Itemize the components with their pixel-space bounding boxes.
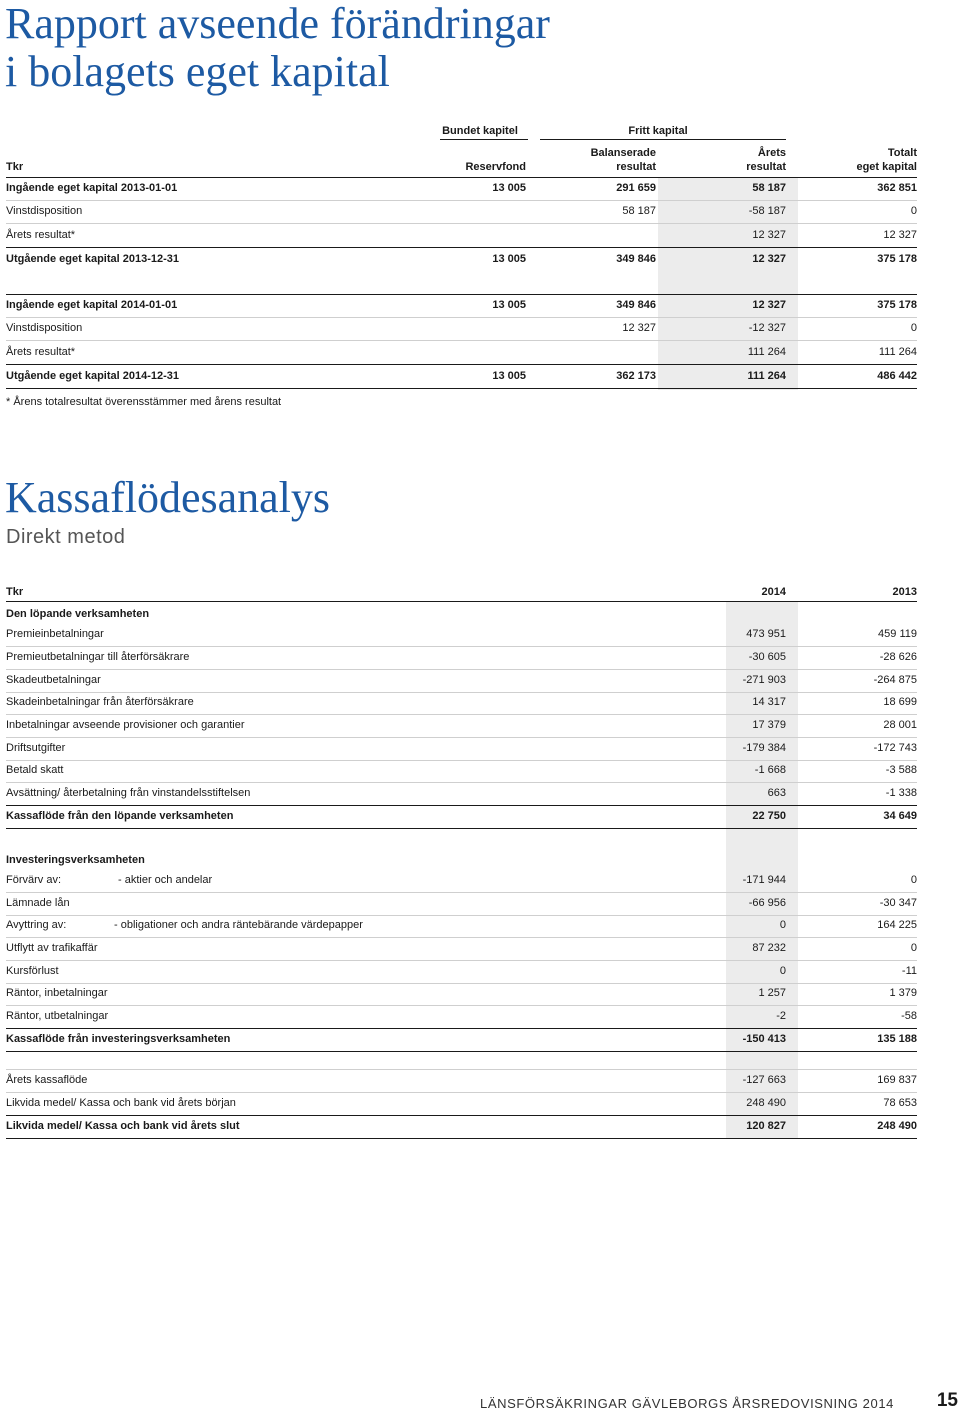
cell-2014: -171 944 xyxy=(742,874,786,886)
cell-2013: 135 188 xyxy=(877,1033,917,1045)
cashflow-header-2013: 2013 xyxy=(892,586,917,598)
row-label: Likvida medel/ Kassa och bank vid årets slut xyxy=(6,1120,240,1132)
cell-balanserade: 362 173 xyxy=(616,370,656,382)
cell-arets: 12 327 xyxy=(752,229,786,241)
table-row xyxy=(6,738,917,761)
table-row xyxy=(6,318,917,341)
table-row xyxy=(6,295,917,318)
cashflow-header-2014: 2014 xyxy=(761,586,786,598)
table-row xyxy=(6,915,917,938)
table-row xyxy=(6,249,917,271)
cell-totalt: 375 178 xyxy=(877,253,917,265)
cell-2013: 28 001 xyxy=(883,719,917,731)
cell-2014: -150 413 xyxy=(742,1033,786,1045)
table-row xyxy=(6,692,917,715)
table-row xyxy=(6,1116,917,1139)
cell-2014: 248 490 xyxy=(746,1097,786,1109)
table-row xyxy=(6,870,917,893)
cell-arets: -58 187 xyxy=(748,205,786,217)
cell-2014: -30 605 xyxy=(748,651,786,663)
cashflow-subtitle: Direkt metod xyxy=(6,526,126,548)
cell-2013: 248 490 xyxy=(877,1120,917,1132)
equity-title-line-1: Rapport avseende förändringar xyxy=(5,0,550,48)
cell-arets: 111 264 xyxy=(747,370,786,382)
cell-balanserade: 12 327 xyxy=(622,322,656,334)
row-label: Räntor, inbetalningar xyxy=(6,987,108,999)
cell-reservfond: 13 005 xyxy=(492,370,526,382)
cell-2014: 17 379 xyxy=(752,719,786,731)
table-row xyxy=(6,342,917,365)
equity-header-totalt-2: eget kapital xyxy=(856,161,917,173)
cell-arets: 12 327 xyxy=(752,253,786,265)
row-label: Ingående eget kapital 2014-01-01 xyxy=(6,299,178,311)
row-label: Utgående eget kapital 2013-12-31 xyxy=(6,253,180,265)
row-label: Kursförlust xyxy=(6,965,59,977)
cell-2014: -179 384 xyxy=(742,742,786,754)
table-row xyxy=(6,624,917,647)
cell-2013: 18 699 xyxy=(883,696,917,708)
row-label: Skadeutbetalningar xyxy=(6,674,101,686)
row-label: Kassaflöde från investeringsverksamheten xyxy=(6,1033,231,1045)
row-label: Kassaflöde från den löpande verksamheten xyxy=(6,810,234,822)
cell-reservfond: 13 005 xyxy=(492,253,526,265)
row-label: Ingående eget kapital 2013-01-01 xyxy=(6,182,178,194)
cell-2014: 87 232 xyxy=(752,942,786,954)
cell-balanserade: 58 187 xyxy=(622,205,656,217)
equity-header-balanserade-2: resultat xyxy=(616,161,656,173)
cell-2014: 14 317 xyxy=(752,696,786,708)
page-number: 15 xyxy=(936,1390,958,1411)
group-header-bundet: Bundet kapitel xyxy=(442,125,518,137)
equity-footnote: * Årens totalresultat överensstämmer med årens resultat xyxy=(6,396,282,408)
cell-2014: 663 xyxy=(767,787,786,799)
table-row xyxy=(6,201,917,224)
row-sublabel: - obligationer och andra räntebärande värdepapper xyxy=(114,919,363,931)
equity-header-totalt-1: Totalt xyxy=(887,147,917,159)
group-header-fritt: Fritt kapital xyxy=(628,125,688,137)
cell-totalt: 486 442 xyxy=(877,370,917,382)
cell-2014: 0 xyxy=(779,965,786,977)
table-row xyxy=(6,760,917,783)
cell-2014: 1 257 xyxy=(758,987,786,999)
table-row xyxy=(6,806,917,829)
table-row xyxy=(6,225,917,248)
bundet-underline xyxy=(440,139,528,140)
row-label: Utgående eget kapital 2014-12-31 xyxy=(6,370,180,382)
cell-2014: 473 951 xyxy=(746,628,786,640)
table-row xyxy=(6,1070,917,1093)
equity-header-reservfond: Reservfond xyxy=(465,161,526,173)
cell-2013: -28 626 xyxy=(879,651,917,663)
row-sublabel: - aktier och andelar xyxy=(118,874,213,886)
table-row xyxy=(6,783,917,806)
cell-2013: -3 588 xyxy=(885,764,917,776)
equity-header-balanserade-1: Balanserade xyxy=(590,147,656,159)
page-footer: LÄNSFÖRSÄKRINGAR GÄVLEBORGS ÅRSREDOVISNING 2014 xyxy=(480,1396,894,1411)
table-row xyxy=(6,178,917,201)
cell-arets: -12 327 xyxy=(748,322,786,334)
cell-balanserade: 349 846 xyxy=(616,253,656,265)
cell-totalt: 12 327 xyxy=(883,229,917,241)
row-label: Premieinbetalningar xyxy=(6,628,104,640)
row-label: Likvida medel/ Kassa och bank vid årets början xyxy=(6,1097,236,1109)
table-row xyxy=(6,961,917,984)
cell-2013: 169 837 xyxy=(877,1074,917,1086)
row-label: Betald skatt xyxy=(6,764,64,776)
cell-reservfond: 13 005 xyxy=(492,182,526,194)
cell-2013: -11 xyxy=(901,965,917,977)
cell-2014: -127 663 xyxy=(742,1074,786,1086)
row-label: Driftsutgifter xyxy=(6,742,66,754)
row-label: Avyttring av: xyxy=(6,919,67,931)
cell-reservfond: 13 005 xyxy=(492,299,526,311)
cashflow-header-tkr: Tkr xyxy=(6,586,24,598)
cell-2014: 120 827 xyxy=(746,1120,786,1132)
cell-2013: -1 338 xyxy=(885,787,917,799)
section-heading: Investeringsverksamheten xyxy=(6,854,145,866)
table-row xyxy=(6,1093,917,1116)
row-label: Årets resultat* xyxy=(6,346,76,358)
cashflow-header-rule xyxy=(6,601,917,602)
cell-2013: -30 347 xyxy=(879,897,917,909)
table-row xyxy=(6,670,917,693)
row-label: Skadeinbetalningar från återförsäkrare xyxy=(6,696,194,708)
cell-arets: 12 327 xyxy=(752,299,786,311)
cell-2014: 22 750 xyxy=(752,810,786,822)
cell-balanserade: 291 659 xyxy=(616,182,656,194)
cell-2013: 0 xyxy=(910,942,917,954)
cell-totalt: 0 xyxy=(910,322,917,334)
equity-header-arets-1: Årets xyxy=(757,147,786,159)
table-row xyxy=(6,715,917,738)
table-row xyxy=(6,366,917,389)
cell-2013: -264 875 xyxy=(873,674,917,686)
table-row xyxy=(6,983,917,1006)
row-label: Lämnade lån xyxy=(6,897,70,909)
cell-2013: 1 379 xyxy=(889,987,917,999)
cell-2013: 34 649 xyxy=(883,810,917,822)
cell-2013: 0 xyxy=(910,874,917,886)
cell-arets: 58 187 xyxy=(752,182,786,194)
row-label: Årets resultat* xyxy=(6,229,76,241)
equity-report-title xyxy=(5,0,550,96)
cell-2013: -58 xyxy=(901,1010,917,1022)
equity-header-balanserade xyxy=(556,146,656,174)
cell-2014: -1 668 xyxy=(754,764,786,776)
cell-totalt: 0 xyxy=(910,205,917,217)
cell-2013: 78 653 xyxy=(883,1097,917,1109)
equity-header-tkr: Tkr xyxy=(6,161,24,173)
row-label: Vinstdisposition xyxy=(6,205,83,217)
equity-title-line-2: i bolagets eget kapital xyxy=(5,47,390,96)
equity-header-arets xyxy=(686,146,786,174)
table-row xyxy=(6,647,917,670)
row-label: Årets kassaflöde xyxy=(6,1074,88,1086)
cell-2013: -172 743 xyxy=(873,742,917,754)
cell-totalt: 362 851 xyxy=(877,182,917,194)
equity-header-totalt xyxy=(817,146,917,174)
cell-totalt: 111 264 xyxy=(878,346,917,358)
table-row xyxy=(6,893,917,916)
equity-header-arets-2: resultat xyxy=(746,161,786,173)
row-label: Utflytt av trafikaffär xyxy=(6,942,98,954)
cell-2014: 0 xyxy=(779,919,786,931)
row-label: Premieutbetalningar till återförsäkrare xyxy=(6,651,190,663)
cell-balanserade: 349 846 xyxy=(616,299,656,311)
cell-2013: 164 225 xyxy=(877,919,917,931)
fritt-underline xyxy=(540,139,786,140)
row-label: Räntor, utbetalningar xyxy=(6,1010,109,1022)
row-label: Vinstdisposition xyxy=(6,322,83,334)
section-heading: Den löpande verksamheten xyxy=(6,608,150,620)
table-row xyxy=(6,1006,917,1029)
cashflow-title: Kassaflödesanalys xyxy=(5,473,331,522)
row-label: Inbetalningar avseende provisioner och garantier xyxy=(6,719,245,731)
table-row xyxy=(6,938,917,961)
cell-2014: -2 xyxy=(776,1010,786,1022)
cell-2014: -271 903 xyxy=(742,674,786,686)
cell-2014: -66 956 xyxy=(748,897,786,909)
cell-totalt: 375 178 xyxy=(877,299,917,311)
row-label: Förvärv av: xyxy=(6,874,62,886)
row-label: Avsättning/ återbetalning från vinstandelsstiftelsen xyxy=(6,787,251,799)
cell-arets: 111 264 xyxy=(747,346,786,358)
table-row xyxy=(6,1029,917,1052)
cell-2013: 459 119 xyxy=(878,628,917,640)
